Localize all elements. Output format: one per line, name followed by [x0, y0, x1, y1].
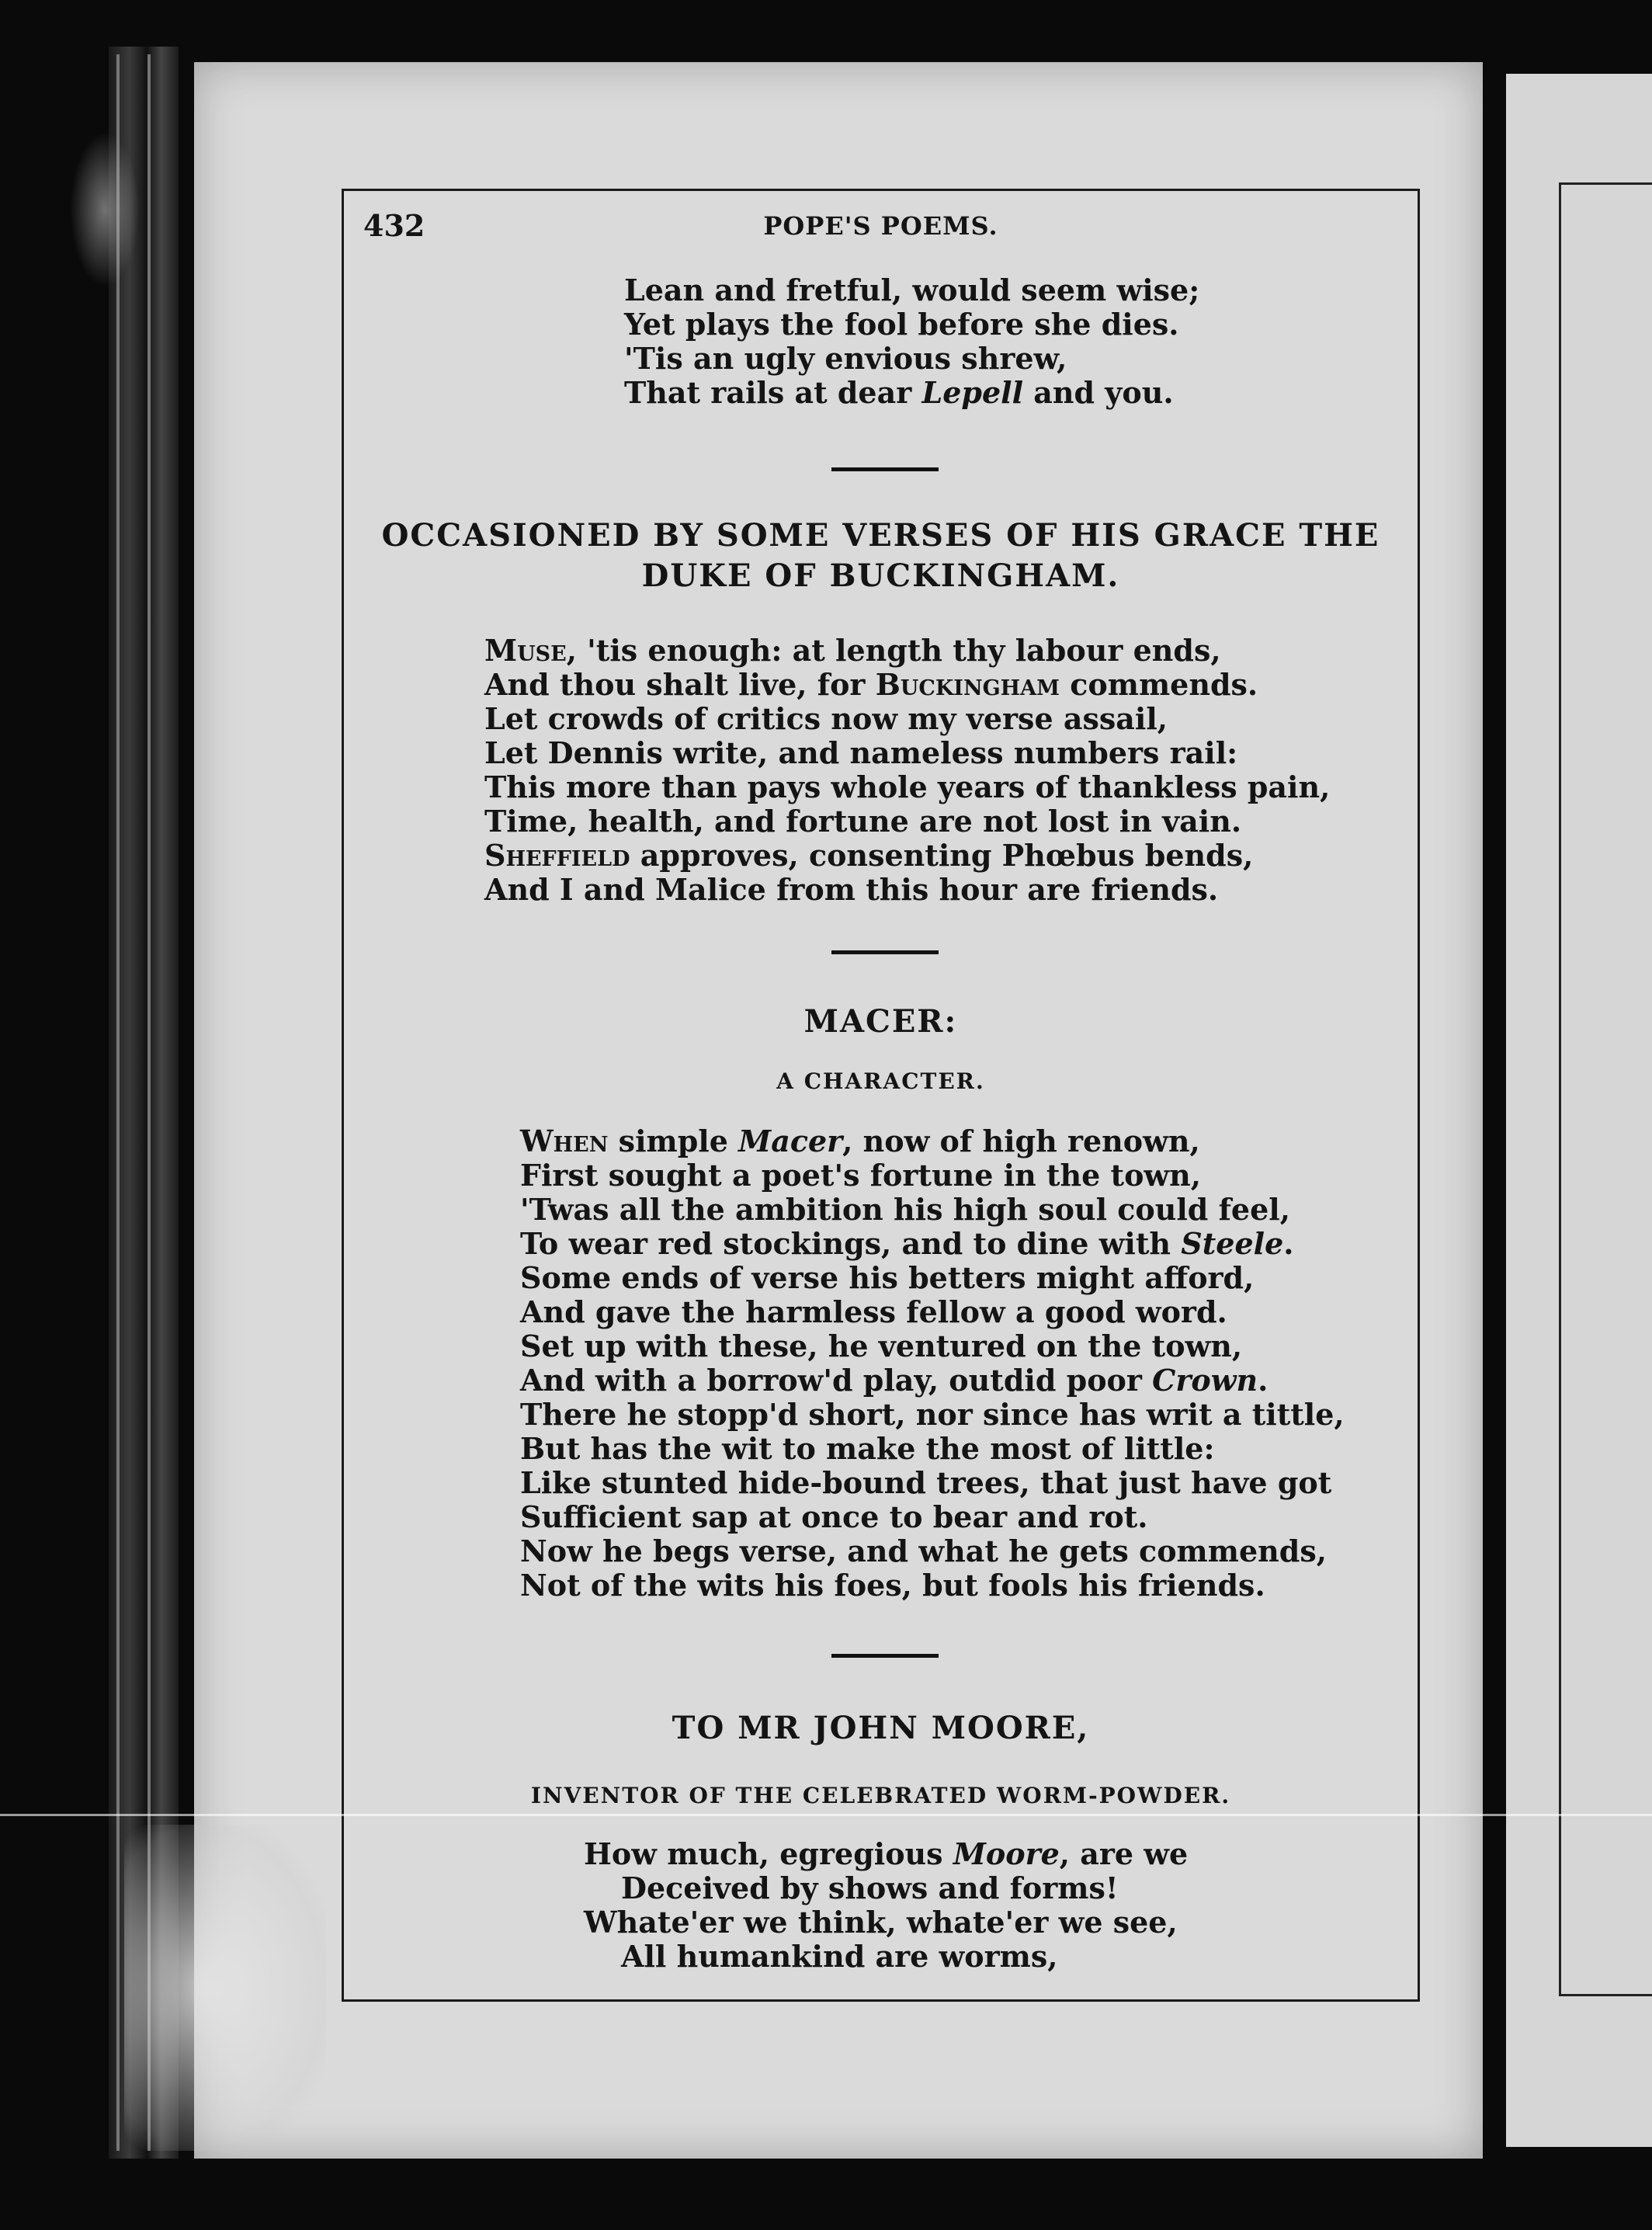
verse-line: First sought a poet's fortune in the town, [520, 1158, 1201, 1193]
opening-stanza [624, 273, 1199, 410]
verse-line: Some ends of verse his betters might afford, [520, 1260, 1255, 1295]
verse-line: Sufficient sap at once to bear and rot. [520, 1499, 1148, 1534]
verse-line: But has the wit to make the most of little: [520, 1431, 1215, 1466]
page-number: 432 [363, 208, 425, 243]
verse-line: Whate'er we think, whate'er we see, [584, 1905, 1178, 1940]
verse-line: Not of the wits his foes, but fools his friends. [520, 1568, 1265, 1603]
verse-line: This more than pays whole years of thankless pain, [484, 769, 1331, 804]
page-stain [124, 1825, 326, 2151]
verse-line: Set up with these, he ventured on the town, [520, 1329, 1243, 1363]
verse-line: How much, egregious Moore, are we [584, 1836, 1189, 1871]
verse-line: And gave the harmless fellow a good word. [520, 1294, 1227, 1329]
poem-title [342, 516, 1420, 596]
verse-line: Deceived by shows and forms! [621, 1870, 1119, 1905]
verse-line: To wear red stockings, and to dine with Steele. [520, 1226, 1294, 1261]
verse-line: And thou shalt live, for Buckingham commends. [484, 667, 1258, 702]
verse-line: There he stopp'd short, nor since has writ a tittle, [520, 1397, 1345, 1432]
verse-line: And with a borrow'd play, outdid poor Crown. [520, 1363, 1268, 1398]
verse-line: Like stunted hide-bound trees, that just have got [520, 1465, 1332, 1500]
poem-title: MACER: [803, 1003, 958, 1040]
verse-line: 'Tis an ugly envious shrew, [624, 341, 1067, 376]
poem-title: TO MR JOHN MOORE, [672, 1710, 1090, 1746]
verse-line: All humankind are worms, [621, 1939, 1058, 1974]
verse-line: Now he begs verse, and what he gets commends, [520, 1534, 1327, 1568]
facing-page-frame [1559, 182, 1652, 1996]
section-rule [831, 467, 939, 471]
section-rule [831, 950, 939, 954]
verse-line: Sheffield approves, consenting Phœbus bends, [484, 838, 1254, 873]
poem-subtitle: A CHARACTER. [776, 1068, 985, 1094]
verse-line: Time, health, and fortune are not lost in vain. [484, 804, 1242, 839]
verse-line: That rails at dear Lepell and you. [624, 375, 1174, 410]
verse-line: When simple Macer, now of high renown, [520, 1124, 1200, 1158]
verse-line: 'Twas all the ambition his high soul could feel, [520, 1192, 1290, 1227]
verse-line: Yet plays the fool before she dies. [624, 307, 1179, 342]
poem-stanza [520, 1124, 1345, 1603]
poem-stanza [584, 1837, 1188, 1974]
spine-stain [70, 132, 140, 287]
verse-line: Let Dennis write, and nameless numbers rail: [484, 735, 1238, 770]
verse-line: Lean and fretful, would seem wise; [624, 273, 1200, 307]
running-title: POPE'S POEMS. [763, 211, 998, 241]
poem-title-line: OCCASIONED BY SOME VERSES OF HIS GRACE THE [381, 517, 1380, 554]
spine-edge-line [116, 54, 120, 2151]
poem-title-line: DUKE OF BUCKINGHAM. [641, 558, 1120, 594]
verse-line: Let crowds of critics now my verse assail, [484, 701, 1168, 736]
scan-artifact [0, 1814, 1652, 1816]
poem-subtitle: INVENTOR OF THE CELEBRATED WORM-POWDER. [530, 1783, 1231, 1808]
verse-line: And I and Malice from this hour are friends. [484, 872, 1219, 907]
poem-stanza [484, 634, 1330, 907]
verse-line: Muse, 'tis enough: at length thy labour ends, [484, 633, 1221, 668]
section-rule [831, 1654, 939, 1658]
